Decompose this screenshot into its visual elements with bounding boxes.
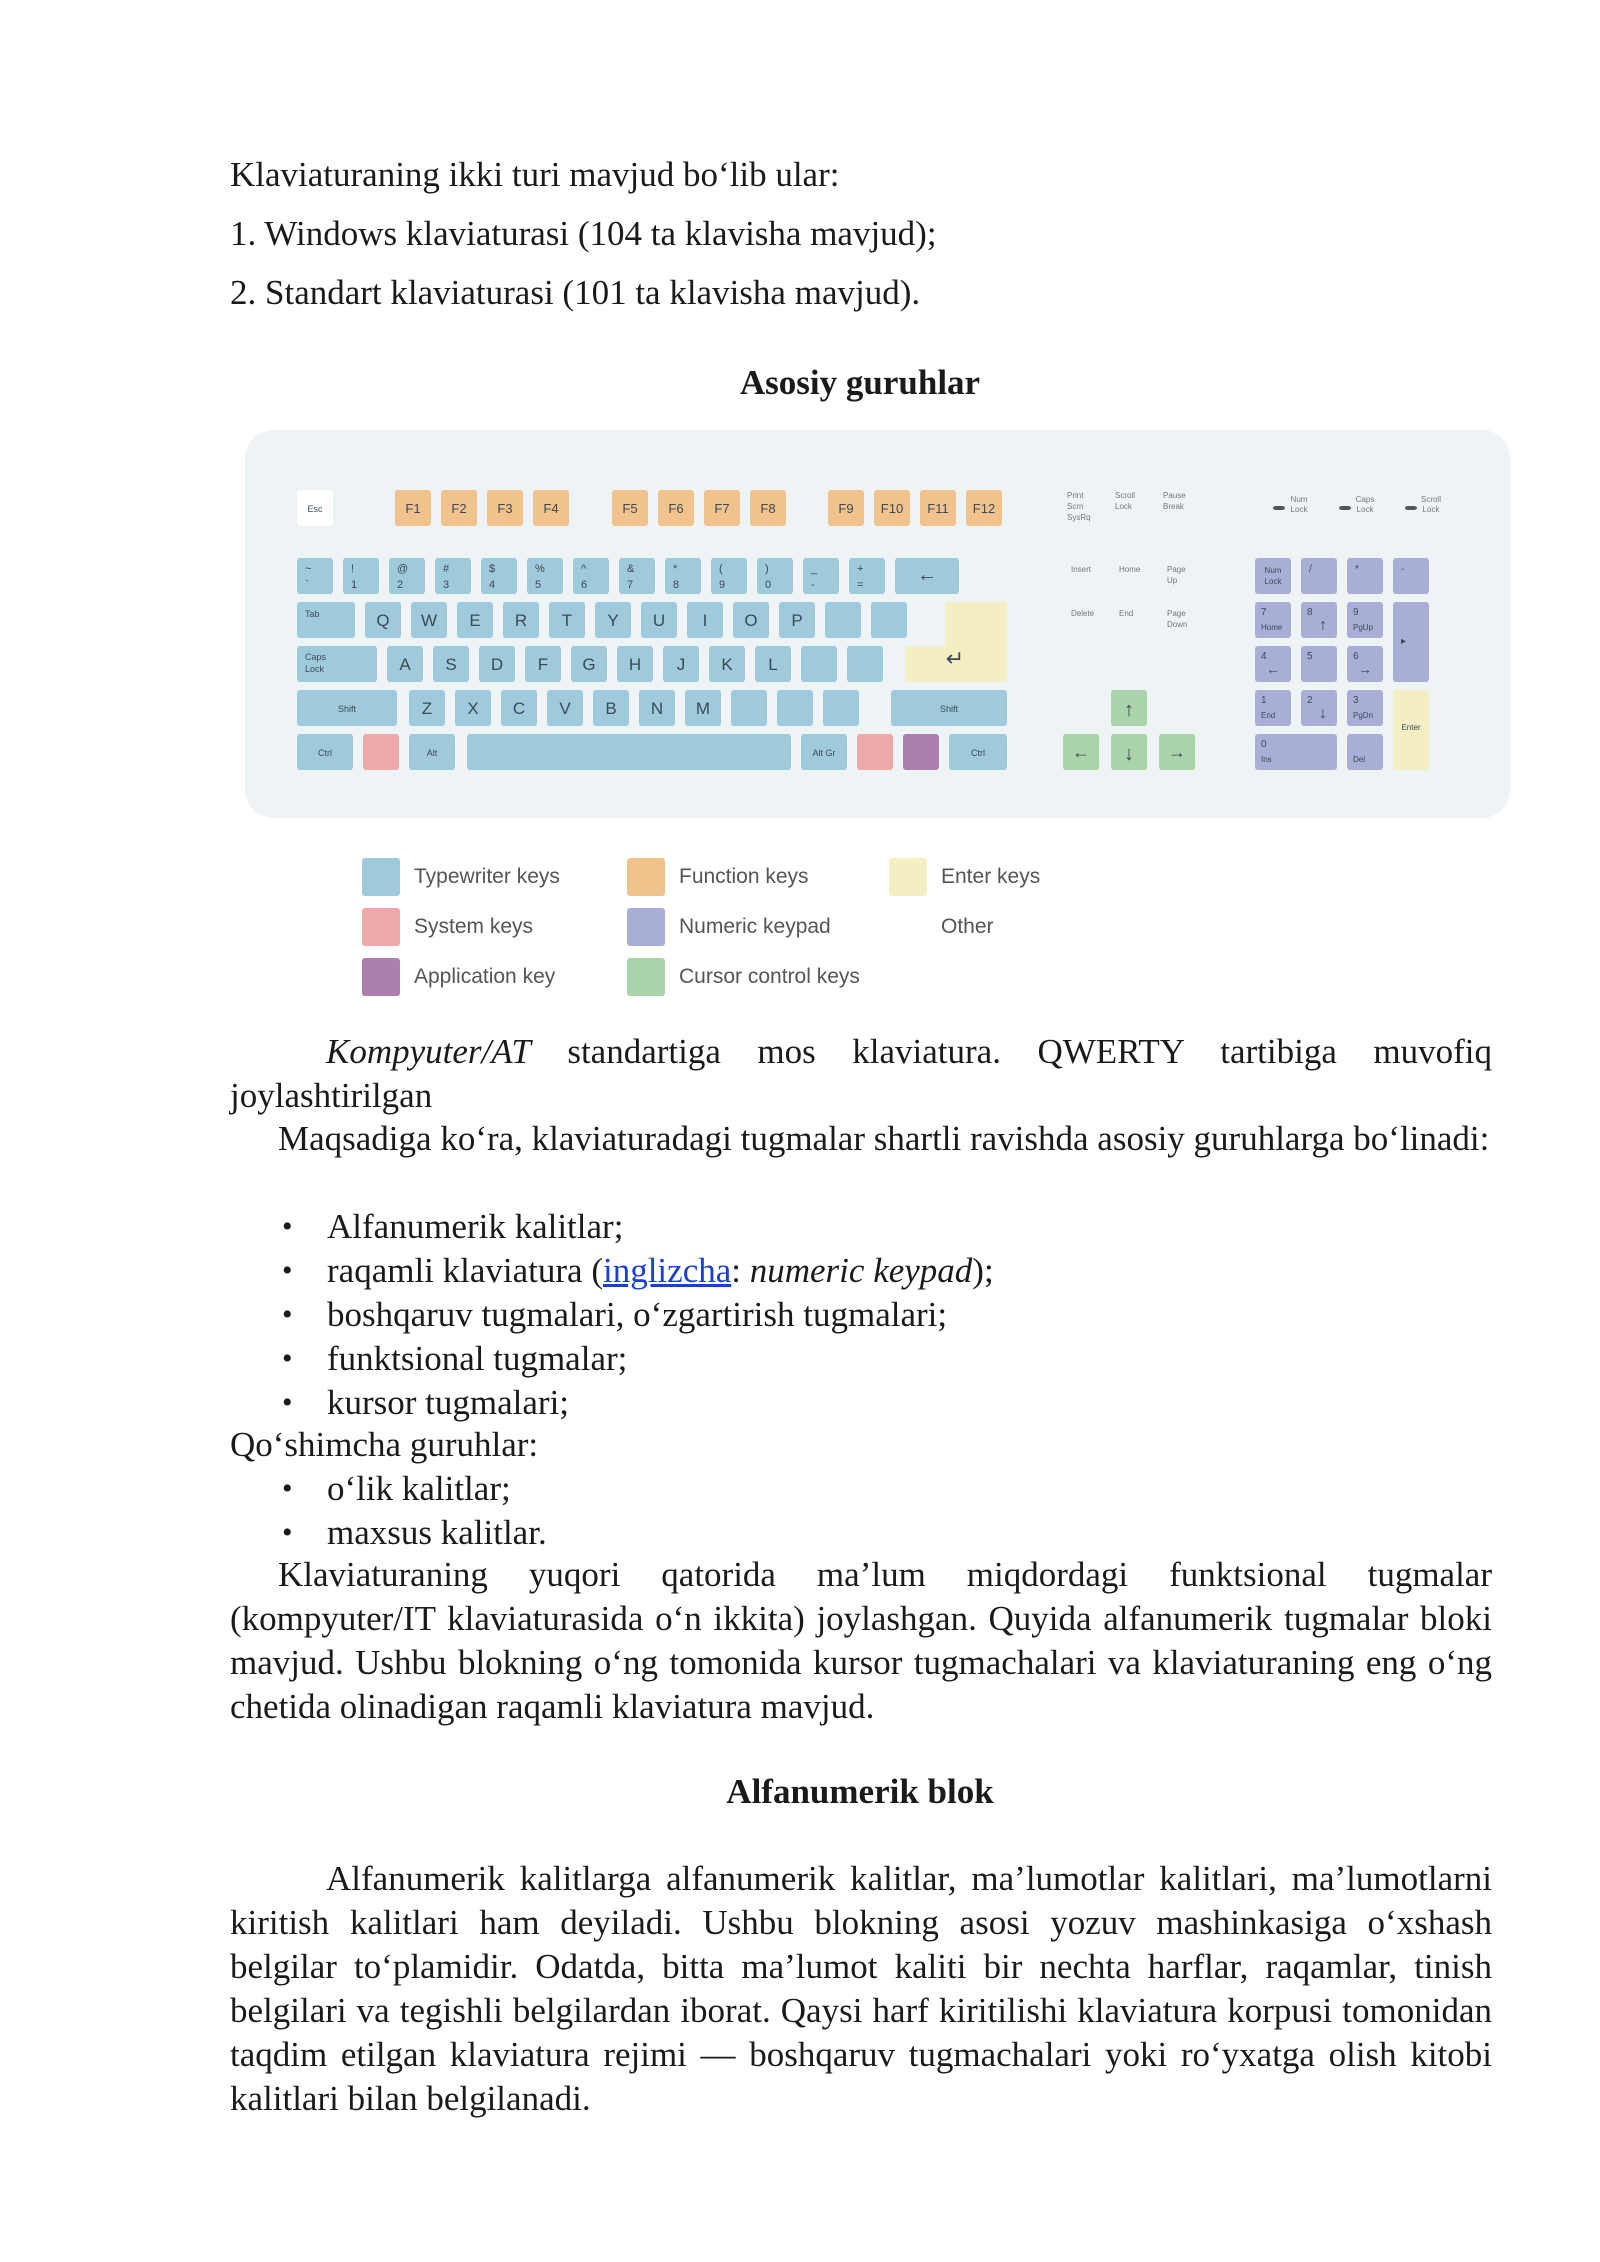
function-key-label: F11 xyxy=(927,501,949,516)
list-item xyxy=(230,1205,1492,1249)
key-symbol-top: ! xyxy=(351,563,355,575)
lock-indicator xyxy=(1273,506,1285,510)
windows-key xyxy=(857,734,893,770)
typewriter-key xyxy=(757,558,793,594)
list-item-text: Alfanumerik kalitlar; xyxy=(327,1207,624,1246)
key-symbol-bottom: 8 xyxy=(673,579,680,591)
numpad-key-label: 0 xyxy=(1261,739,1267,750)
lock-indicator-label: Caps xyxy=(1355,495,1375,504)
numpad-key-label: 3 xyxy=(1353,695,1359,706)
function-key-label: F1 xyxy=(405,501,421,516)
list-item-text: kursor tugmalari; xyxy=(327,1383,570,1422)
key-symbol-top: @ xyxy=(397,563,409,575)
lock-indicator-label: Lock xyxy=(1356,505,1374,514)
letter-key-label: G xyxy=(582,655,596,674)
key-symbol-top: ~ xyxy=(305,563,312,575)
caps-key-label: Lock xyxy=(305,664,325,674)
numpad-key-label: Ins xyxy=(1261,755,1272,764)
numpad-key-label: Home xyxy=(1261,623,1283,632)
intro-line-2: 1. Windows klaviaturasi (104 ta klavisha mavjud); xyxy=(230,214,937,253)
windows-key xyxy=(363,734,399,770)
typewriter-key xyxy=(871,602,907,638)
arrow-right-icon: → xyxy=(1168,742,1186,762)
list-item xyxy=(230,1381,1492,1425)
numpad-arrow-icon: ← xyxy=(1266,661,1280,677)
ctrl-key-label: Ctrl xyxy=(318,748,332,758)
keyboard-diagram xyxy=(245,430,1510,818)
legend-label: Function keys xyxy=(679,865,809,888)
navigation-key-label: End xyxy=(1119,609,1134,618)
numpad-enter-label: Enter xyxy=(1401,723,1421,732)
system-key-label: Print xyxy=(1067,491,1084,500)
letter-key-label: E xyxy=(469,611,481,630)
navigation-key-label: Home xyxy=(1119,565,1141,574)
tab-key xyxy=(297,602,355,638)
legend-label: Typewriter keys xyxy=(414,865,560,888)
ctrl-key-label: Ctrl xyxy=(971,748,985,758)
numpad-key-label: Del xyxy=(1353,755,1366,764)
numpad-key-label: 2 xyxy=(1307,695,1313,706)
arrow-up-icon: ↑ xyxy=(1124,699,1134,721)
legend-item xyxy=(889,908,994,946)
key-symbol-bottom: ` xyxy=(305,579,309,591)
esc-key-label: Esc xyxy=(307,504,323,514)
legend-item xyxy=(627,958,860,996)
numpad-key-label: / xyxy=(1309,564,1312,575)
lock-indicator-label: Lock xyxy=(1422,505,1440,514)
legend-label: Enter keys xyxy=(941,865,1041,888)
shift-key-label: Shift xyxy=(939,704,959,714)
letter-key-label: W xyxy=(420,611,438,630)
function-key-label: F7 xyxy=(714,501,730,516)
letter-key-label: T xyxy=(561,611,573,630)
inglizcha-link[interactable]: inglizcha xyxy=(602,1251,732,1290)
system-key-label: SysRq xyxy=(1067,513,1091,522)
lock-indicator-label: Num xyxy=(1290,495,1308,504)
numpad-key-label: PgUp xyxy=(1353,623,1374,632)
list-item-text: o‘lik kalitlar; xyxy=(327,1469,511,1508)
system-key-label: Scroll xyxy=(1115,491,1136,500)
letter-key-label: P xyxy=(791,611,803,630)
system-key-label: Scrn xyxy=(1067,502,1084,511)
key-symbol-bottom: 1 xyxy=(351,579,358,591)
numpad-key xyxy=(1347,558,1383,594)
legend-label: Other xyxy=(941,915,994,938)
numpad-key-label: PgDn xyxy=(1353,711,1374,720)
letter-key-label: R xyxy=(514,611,528,630)
paragraph-alphanumeric xyxy=(230,1857,1492,2121)
function-key-label: F12 xyxy=(972,501,996,516)
legend-swatch xyxy=(627,958,665,996)
numpad-key-label: 6 xyxy=(1353,651,1359,662)
tab-key-label: Tab xyxy=(305,609,320,619)
key-symbol-bottom: 6 xyxy=(581,579,588,591)
menu-key xyxy=(903,734,939,770)
list-item-text: : xyxy=(731,1251,750,1290)
letter-key-label: L xyxy=(768,655,778,674)
heading-alphanumeric-block: Alfanumerik blok xyxy=(726,1772,994,1811)
typewriter-key xyxy=(777,690,813,726)
typewriter-key xyxy=(527,558,563,594)
function-key-label: F5 xyxy=(622,501,638,516)
letter-key-label: J xyxy=(676,655,686,674)
letter-key-label: N xyxy=(650,699,664,718)
legend-swatch xyxy=(362,858,400,896)
intro-line-1: Klaviaturaning ikki turi mavjud bo‘lib ular: xyxy=(230,155,840,194)
letter-key-label: S xyxy=(445,655,457,674)
paragraph-groups-intro xyxy=(230,1117,1492,1161)
numpad-arrow-icon: → xyxy=(1358,661,1372,677)
typewriter-key xyxy=(665,558,701,594)
lock-indicator xyxy=(1405,506,1417,510)
legend-label: System keys xyxy=(414,915,534,938)
lock-indicator-label: Scroll xyxy=(1420,495,1442,504)
typewriter-key xyxy=(825,602,861,638)
key-symbol-bottom: 5 xyxy=(535,579,542,591)
typewriter-key xyxy=(847,646,883,682)
legend-swatch xyxy=(362,908,400,946)
shift-key-label: Shift xyxy=(337,704,357,714)
system-key-label: Break xyxy=(1163,502,1184,511)
numpad-zero-key xyxy=(1255,734,1337,770)
caps-key-label: Caps xyxy=(305,652,327,662)
typewriter-key xyxy=(711,558,747,594)
numpad-key-label: ▸ xyxy=(1401,636,1407,647)
key-symbol-bottom: 7 xyxy=(627,579,634,591)
navigation-key-label: Page xyxy=(1167,565,1186,574)
navigation-key-label: Page xyxy=(1167,609,1186,618)
list-item-text: funktsional tugmalar; xyxy=(327,1339,628,1378)
letter-key-label: K xyxy=(721,655,733,674)
key-symbol-top: ( xyxy=(719,563,723,575)
function-key-label: F2 xyxy=(451,501,467,516)
typewriter-key xyxy=(481,558,517,594)
legend-swatch xyxy=(627,908,665,946)
key-symbol-top: + xyxy=(857,563,864,575)
space-bar xyxy=(467,734,791,770)
letter-key-label: X xyxy=(467,699,479,718)
typewriter-key xyxy=(297,558,333,594)
legend-item xyxy=(889,858,1040,896)
figure-caption xyxy=(230,1030,1492,1118)
list-item xyxy=(230,1293,1492,1337)
legend-item xyxy=(362,908,533,946)
main-groups-list xyxy=(230,1205,1492,1425)
function-key-label: F10 xyxy=(880,501,904,516)
navigation-key-label: Delete xyxy=(1071,609,1095,618)
heading-main-groups: Asosiy guruhlar xyxy=(739,363,981,402)
function-key-label: F9 xyxy=(838,501,854,516)
numpad-key-label: End xyxy=(1261,711,1276,720)
intro-line-3: 2. Standart klaviaturasi (101 ta klavisha mavjud). xyxy=(230,273,921,312)
key-symbol-bottom: 2 xyxy=(397,579,404,591)
enter-arrow: ↵ xyxy=(945,646,965,671)
list-item xyxy=(230,1511,1492,1555)
list-item xyxy=(230,1249,1492,1293)
navigation-key-label: Up xyxy=(1167,576,1178,585)
numpad-key-label: Num xyxy=(1264,566,1282,575)
key-symbol-bottom: 9 xyxy=(719,579,726,591)
typewriter-key xyxy=(849,558,885,594)
key-symbol-top: $ xyxy=(489,563,496,575)
backspace-arrow: ← xyxy=(917,564,937,586)
key-symbol-bottom: 4 xyxy=(489,579,496,591)
arrow-down-icon: ↓ xyxy=(1124,743,1134,765)
list-item xyxy=(230,1337,1492,1381)
function-key-label: F4 xyxy=(543,501,559,516)
legend-item xyxy=(627,908,831,946)
typewriter-key xyxy=(619,558,655,594)
legend-swatch xyxy=(889,858,927,896)
letter-key-label: F xyxy=(537,655,549,674)
letter-key-label: Y xyxy=(607,611,619,630)
key-symbol-top: ) xyxy=(765,563,769,575)
list-item-text: boshqaruv tugmalari, o‘zgartirish tugmalari; xyxy=(327,1295,948,1334)
legend-swatch xyxy=(362,958,400,996)
typewriter-key xyxy=(435,558,471,594)
key-symbol-top: ^ xyxy=(581,563,587,575)
legend-item xyxy=(362,858,560,896)
function-key-label: F3 xyxy=(497,501,513,516)
letter-key-label: A xyxy=(399,655,411,674)
letter-key-label: I xyxy=(702,611,708,630)
key-symbol-top: * xyxy=(673,563,678,575)
extra-groups-label: Qo‘shimcha guruhlar: xyxy=(230,1425,539,1464)
list-item-text: raqamli klaviatura ( xyxy=(327,1251,603,1290)
numpad-key-label: Lock xyxy=(1264,577,1282,586)
letter-key-label: C xyxy=(512,699,526,718)
key-symbol-bottom: = xyxy=(857,579,864,591)
list-item-italic: numeric keypad xyxy=(749,1251,973,1290)
typewriter-key xyxy=(823,690,859,726)
system-key-label: Lock xyxy=(1115,502,1132,511)
letter-key-label: H xyxy=(628,655,642,674)
list-item-text: maxsus kalitlar. xyxy=(327,1513,547,1552)
typewriter-key xyxy=(731,690,767,726)
letter-key-label: V xyxy=(559,699,571,718)
letter-key-label: D xyxy=(490,655,504,674)
letter-key-label: O xyxy=(744,611,758,630)
letter-key-label: Z xyxy=(421,699,433,718)
system-key-label: Pause xyxy=(1163,491,1186,500)
list-item-text: ); xyxy=(972,1251,994,1290)
numpad-key xyxy=(1347,734,1383,770)
paragraph-top-row-text: Klaviaturaning yuqori qatorida ma’lum miqdordagi funktsional tugmalar (kompyuter/IT klaviaturasida o‘n ikkita) joylashgan. Quyida alfanumerik tugmalar bloki mavjud. Ushbu blokning o‘ng tomonida kursor tugmachalari va klaviaturaning eng o‘ng chetida olinadigan raqamli klaviatura mavjud. xyxy=(230,1555,1492,1726)
typewriter-key xyxy=(573,558,609,594)
key-symbol-bottom: 0 xyxy=(765,579,772,591)
numpad-key-label: 9 xyxy=(1353,607,1359,618)
function-key-label: F6 xyxy=(668,501,684,516)
legend-swatch xyxy=(627,858,665,896)
key-symbol-top: _ xyxy=(811,563,818,575)
numpad-key-label: - xyxy=(1401,564,1405,575)
numpad-key-label: 4 xyxy=(1261,651,1267,662)
legend-item xyxy=(627,858,809,896)
key-symbol-bottom: - xyxy=(811,579,815,591)
typewriter-key xyxy=(803,558,839,594)
numpad-arrow-icon: ↑ xyxy=(1319,617,1327,634)
key-symbol-top: # xyxy=(443,563,450,575)
key-symbol-top: % xyxy=(535,563,545,575)
legend-label: Application key xyxy=(414,965,556,988)
letter-key-label: Q xyxy=(376,611,390,630)
numpad-key-label: * xyxy=(1355,564,1359,575)
typewriter-key xyxy=(343,558,379,594)
arrow-left-icon: ← xyxy=(1072,742,1090,762)
numpad-plus-key xyxy=(1393,602,1429,682)
extra-groups-list xyxy=(230,1467,1492,1555)
navigation-key-label: Down xyxy=(1167,620,1188,629)
letter-key-label: M xyxy=(695,699,711,718)
legend-label: Cursor control keys xyxy=(679,965,860,988)
caption-italic: Kompyuter/AT xyxy=(326,1032,531,1071)
numpad-key-label: 8 xyxy=(1307,607,1313,618)
numpad-key-label: 1 xyxy=(1261,695,1267,706)
caption-text: standartiga mos klaviatura. QWERTY tartibiga muvofiq joylashtirilgan xyxy=(230,1032,1492,1115)
paragraph-top-row xyxy=(230,1553,1492,1729)
typewriter-key xyxy=(801,646,837,682)
paragraph-groups-intro-text: Maqsadiga ko‘ra, klaviaturadagi tugmalar shartli ravishda asosiy guruhlarga bo‘linadi: xyxy=(278,1119,1490,1158)
key-symbol-bottom: 3 xyxy=(443,579,450,591)
lock-indicator xyxy=(1339,506,1351,510)
key-symbol-top: & xyxy=(627,563,635,575)
numpad-key-label: 7 xyxy=(1261,607,1267,618)
alt-gr-key-label: Alt Gr xyxy=(812,748,836,758)
keyboard-legend xyxy=(362,858,1082,1008)
letter-key-label: U xyxy=(652,611,666,630)
list-item xyxy=(230,1467,1492,1511)
numpad-arrow-icon: ↓ xyxy=(1319,705,1327,722)
alt-key-label: Alt xyxy=(426,748,438,758)
navigation-key-label: Insert xyxy=(1071,565,1092,574)
letter-key-label: B xyxy=(605,699,617,718)
legend-item xyxy=(362,958,555,996)
paragraph-alphanumeric-text: Alfanumerik kalitlarga alfanumerik kalitlar, ma’lumotlar kalitlari, ma’lumotlarni kiritish kalitlari ham deyiladi. Ushbu blokning asosi yozuv mashinkasiga o‘xshash belgilar to‘plamidir. Odatda, bitta ma’lumot kaliti bir nechta harflar, raqamlar, tinish belgilari va tegishli belgilardan iborat. Qaysi harf kiritilishi klaviatura korpusi tomonidan taqdim etilgan klaviatura rejimi — boshqaruv tugmachalari yoki ro‘yxatga olish kitobi kalitlari bilan belgilanadi. xyxy=(230,1859,1492,2118)
function-key-label: F8 xyxy=(760,501,776,516)
legend-label: Numeric keypad xyxy=(679,915,831,938)
lock-indicator-label: Lock xyxy=(1290,505,1308,514)
numpad-key xyxy=(1301,558,1337,594)
numpad-key-label: 5 xyxy=(1307,651,1313,662)
numpad-key xyxy=(1255,558,1291,594)
numpad-key xyxy=(1393,558,1429,594)
